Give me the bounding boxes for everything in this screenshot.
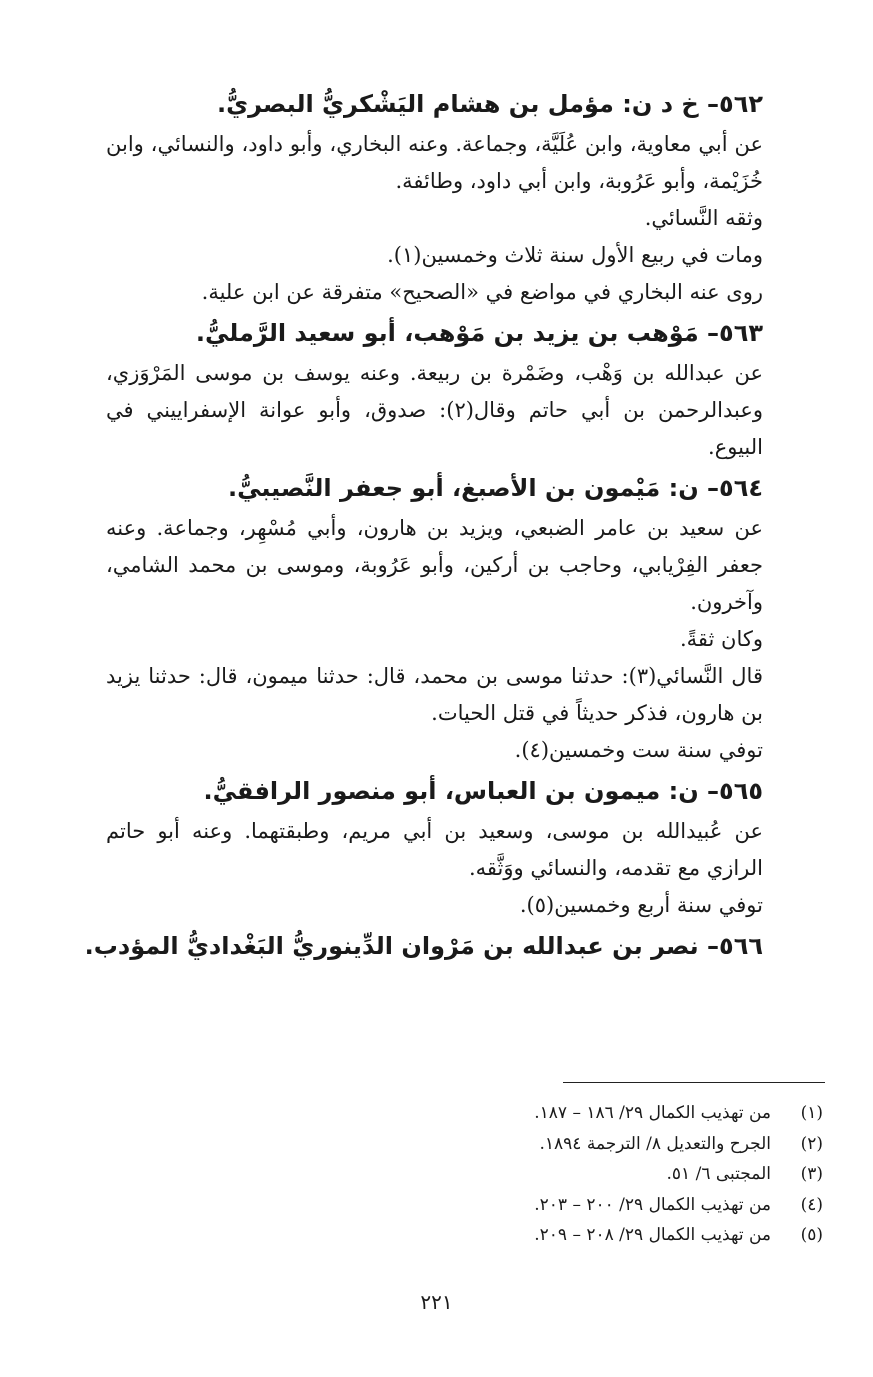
paragraph: ومات في ربيع الأول سنة ثلاث وخمسين(١). [387,243,763,267]
paragraph: روى عنه البخاري في مواضع في «الصحيح» متفرقة عن ابن علية. [201,280,763,304]
footnote [103,1098,823,1129]
footnote-divider [563,1082,825,1083]
paragraph: عن سعيد بن عامر الضبعي، ويزيد بن هارون، وأبي مُسْهِر، وجماعة. وعنه جعفر الفِرْيابي، وحاجب بن أركين، وأبو عَرُوبة، وموسى بن محمد الشامي، وآخرون. [106,516,763,614]
entry-title-566: ٥٦٦– نصر بن عبدالله بن مَرْوان الدِّينوريُّ البَغْداديُّ المؤدب. [84,932,763,960]
footnote [103,1190,823,1221]
entry-title-564: ٥٦٤– ن: مَيْمون بن الأصبغ، أبو جعفر النَّصيبيُّ. [227,474,763,502]
footnote [103,1220,823,1251]
footnote [103,1159,823,1190]
footnote-text: من تهذيب الكمال ٢٩/ ٢٠٨ – ٢٠٩. [534,1225,771,1245]
paragraph: عن أبي معاوية، وابن عُلَيَّة، وجماعة. وعنه البخاري، وأبو داود، والنسائي، وابن خُزَيْمة، وأبو عَرُوبة، وابن أبي داود، وطائفة. [106,132,763,193]
paragraph: عن عبدالله بن وَهْب، وضَمْرة بن ربيعة. وعنه يوسف بن موسى المَرْوَزي، وعبدالرحمن بن أبي حاتم وقال(٢): صدوق، وأبو عوانة الإسفراييني في البيوع. [106,361,763,459]
footnote-text: الجرح والتعديل ٨/ الترجمة ١٨٩٤. [539,1133,771,1154]
page-number: ٢٢١ [420,1290,453,1314]
footnote-number: (٤) [800,1194,823,1215]
paragraph: عن عُبيدالله بن موسى، وسعيد بن أبي مريم، وطبقتهما. وعنه أبو حاتم الرازي مع تقدمه، والنسائي ووَثَّقه. [106,819,763,880]
entry-title-563: ٥٦٣– مَوْهب بن يزيد بن مَوْهب، أبو سعيد الرَّمليُّ. [195,319,763,347]
footnote-number: (٥) [800,1225,823,1245]
footnote-number: (٢) [800,1133,823,1154]
body-text [84,82,825,968]
footnote-number: (١) [800,1103,823,1123]
paragraph: وكان ثقةً. [679,627,763,651]
paragraph: وثقه النَّسائي. [644,206,763,230]
paragraph: توفي سنة ست وخمسين(٤). [514,738,763,762]
footnote-text: المجتبى ٦/ ٥١. [666,1164,771,1184]
footnotes [103,1098,823,1251]
footnote-text: من تهذيب الكمال ٢٩/ ١٨٦ – ١٨٧. [534,1103,771,1123]
footnote-number: (٣) [800,1164,823,1184]
paragraph: قال النَّسائي(٣): حدثنا موسى بن محمد، قال: حدثنا ميمون، قال: حدثنا يزيد بن هارون، فذكر حديثاً في قتل الحيات. [106,664,763,725]
entry-title-562: ٥٦٢– خ د ن: مؤمل بن هشام اليَشْكريُّ البصريُّ. [216,90,763,118]
paragraph: توفي سنة أربع وخمسين(٥). [519,893,763,917]
footnote [103,1129,823,1160]
footnote-text: من تهذيب الكمال ٢٩/ ٢٠٠ – ٢٠٣. [534,1194,771,1215]
entry-title-565: ٥٦٥– ن: ميمون بن العباس، أبو منصور الرافقيُّ. [203,777,763,805]
